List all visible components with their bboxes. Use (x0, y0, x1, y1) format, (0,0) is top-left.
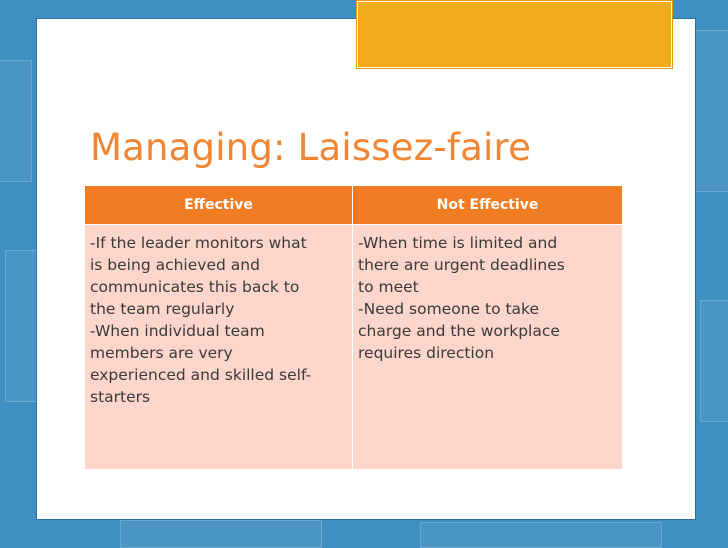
text-line: experienced and skilled self- (90, 366, 312, 384)
background-tile (5, 250, 37, 402)
text-line: -Need someone to take (358, 300, 540, 318)
table-header-row (85, 186, 623, 225)
text-line: -When individual team (90, 322, 265, 340)
background-tile (0, 60, 32, 182)
cell-not-effective (353, 225, 623, 470)
background-tile (700, 300, 728, 422)
text-line: members are very (90, 344, 233, 362)
slide-title: Managing: Laissez-faire (90, 126, 532, 169)
text-line: is being achieved and (90, 256, 260, 274)
text-line: communicates this back to (90, 278, 300, 296)
text-line: there are urgent deadlines (358, 256, 565, 274)
header-not-effective: Not Effective (353, 186, 623, 225)
text-line: -When time is limited and (358, 234, 558, 252)
text-line: -If the leader monitors what (90, 234, 307, 252)
header-effective: Effective (85, 186, 353, 225)
cell-effective (85, 225, 353, 470)
background-tile (694, 30, 728, 192)
text-line: the team regularly (90, 300, 235, 318)
text-line: charge and the workplace (358, 322, 560, 340)
text-line: starters (90, 388, 151, 406)
table-row (85, 225, 623, 470)
accent-bar (357, 1, 672, 68)
background-tile (420, 522, 662, 548)
text-line: to meet (358, 278, 419, 296)
background-tile (120, 520, 322, 548)
comparison-table (84, 185, 623, 470)
text-line: requires direction (358, 344, 495, 362)
